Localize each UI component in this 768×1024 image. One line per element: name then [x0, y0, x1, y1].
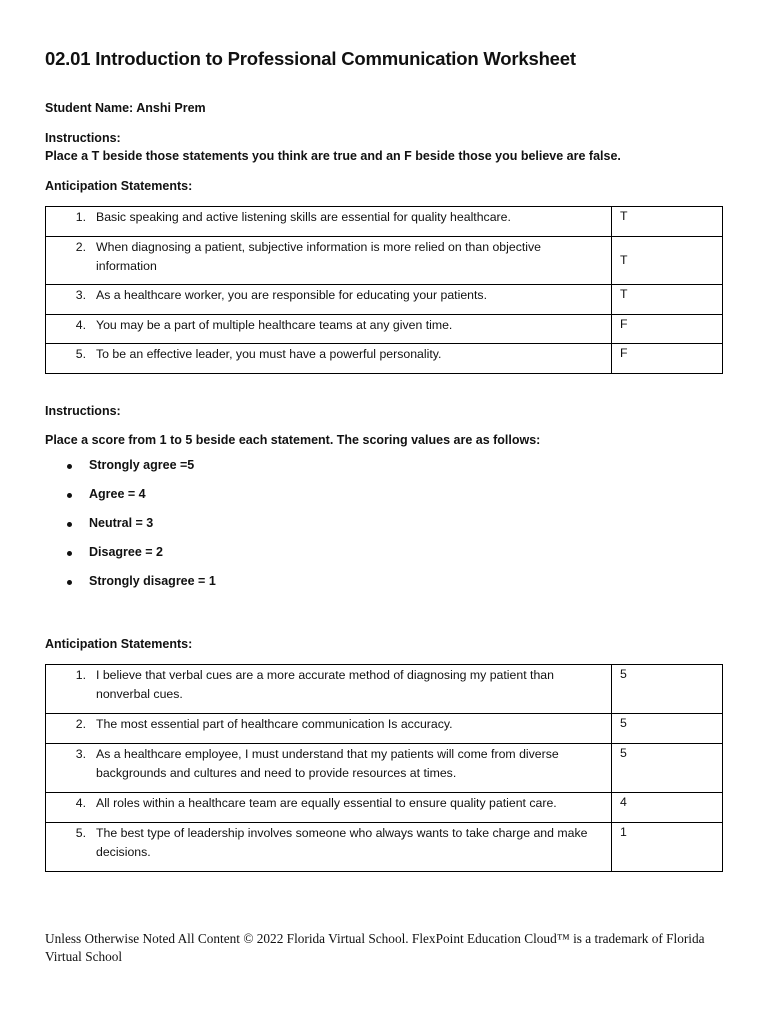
table-row — [46, 207, 723, 237]
statement-cell: 1. I believe that verbal cues are a more accurate method of diagnosing my patient than nonverbal cues. — [46, 665, 612, 714]
student-name: Student Name: Anshi Prem — [45, 101, 206, 115]
bullet-icon — [67, 551, 72, 556]
table-heading-2: Anticipation Statements: — [45, 637, 193, 651]
statement-cell: 2. When diagnosing a patient, subjective information is more relied on than objective information — [46, 237, 612, 285]
answer-cell[interactable]: T — [612, 237, 723, 285]
table-row — [46, 665, 723, 714]
copyright-footer: Unless Otherwise Noted All Content © 2022 Florida Virtual School. FlexPoint Education Cloud™ is a trademark of Florida Virtual School — [45, 931, 705, 964]
scoring-scale-list — [45, 458, 216, 603]
answer-cell[interactable]: T — [612, 285, 723, 315]
answer-cell[interactable]: F — [612, 344, 723, 374]
table-heading-1: Anticipation Statements: — [45, 179, 193, 193]
table-row — [46, 237, 723, 285]
table-row — [46, 793, 723, 823]
answer-cell[interactable]: T — [612, 207, 723, 237]
list-item: Disagree = 2 — [45, 545, 216, 574]
bullet-icon — [67, 580, 72, 585]
answer-cell[interactable]: 4 — [612, 793, 723, 823]
table-row — [46, 714, 723, 744]
bullet-icon — [67, 464, 72, 469]
bullet-icon — [67, 493, 72, 498]
statement-cell: 2. The most essential part of healthcare communication Is accuracy. — [46, 714, 612, 744]
list-item: Agree = 4 — [45, 487, 216, 516]
answer-cell[interactable]: 5 — [612, 665, 723, 714]
table-row — [46, 285, 723, 315]
instructions-text-2: Place a score from 1 to 5 beside each statement. The scoring values are as follows: — [45, 433, 541, 447]
statement-cell: 5. To be an effective leader, you must have a powerful personality. — [46, 344, 612, 374]
bullet-icon — [67, 522, 72, 527]
table-row — [46, 344, 723, 374]
answer-cell[interactable]: F — [612, 315, 723, 344]
answer-cell[interactable]: 5 — [612, 744, 723, 793]
instructions-text-1: Place a T beside those statements you think are true and an F beside those you believe are false. — [45, 149, 621, 163]
answer-cell[interactable]: 5 — [612, 714, 723, 744]
instructions-heading-2: Instructions: — [45, 404, 121, 418]
table-row — [46, 744, 723, 793]
list-item: Strongly agree =5 — [45, 458, 216, 487]
statement-cell: 3. As a healthcare worker, you are responsible for educating your patients. — [46, 285, 612, 315]
statement-cell: 3. As a healthcare employee, I must understand that my patients will come from diverse backgrounds and cultures and need to provide resources at times. — [46, 744, 612, 793]
list-item: Strongly disagree = 1 — [45, 574, 216, 603]
true-false-table — [45, 206, 723, 374]
table-row — [46, 823, 723, 872]
instructions-heading-1: Instructions: — [45, 131, 121, 145]
list-item: Neutral = 3 — [45, 516, 216, 545]
page-title: 02.01 Introduction to Professional Communication Worksheet — [45, 48, 576, 69]
score-table — [45, 664, 723, 872]
table-row — [46, 315, 723, 344]
answer-cell[interactable]: 1 — [612, 823, 723, 872]
statement-cell: 4. All roles within a healthcare team are equally essential to ensure quality patient care. — [46, 793, 612, 823]
statement-cell: 1. Basic speaking and active listening skills are essential for quality healthcare. — [46, 207, 612, 237]
statement-cell: 4. You may be a part of multiple healthcare teams at any given time. — [46, 315, 612, 344]
statement-cell: 5. The best type of leadership involves someone who always wants to take charge and make decisions. — [46, 823, 612, 872]
